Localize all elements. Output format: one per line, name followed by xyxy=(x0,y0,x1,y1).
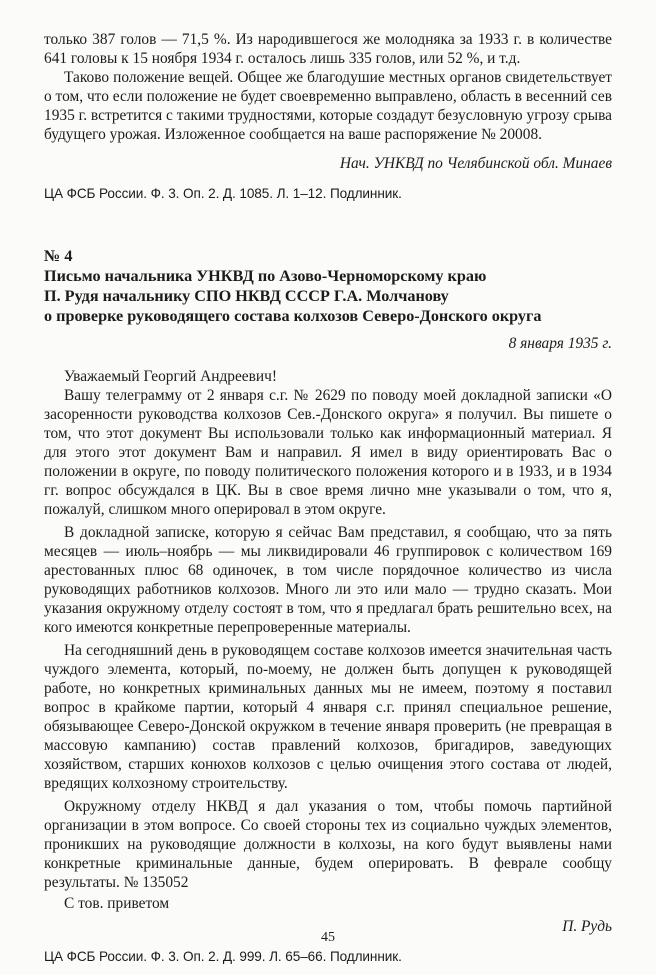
letter-paragraph-3: На сегодняшний день в руководящем составе колхозов имеется значительная часть чуждого элемента, который, по-моему, не должен быть допущен к руководящей работе, но конкретных криминальных данных мы не имеем, поэтому я поставил вопрос в крайкоме партии, который 4 января с.г. принял специальное решение, обязывающее Северо-Донской окружком в течение января проверить (не превращая в массовую кампанию) состав правлений колхозов, бригадиров, заведующих хозяйством, старших конюхов колхозов с целью очищения этого состава от людей, вредящих колхозному строительству. xyxy=(44,642,612,792)
archive-source-2: ЦА ФСБ России. Ф. 3. Оп. 2. Д. 999. Л. 65–66. Подлинник. xyxy=(44,949,402,964)
paragraph-continuation: только 387 голов — 71,5 %. Из народившегося же молодняка за 1933 г. в количестве 641 головы к 15 ноября 1934 г. осталось лишь 335 голов, или 52 %, и т.д. xyxy=(44,31,612,67)
greeting: Уважаемый Георгий Андреевич! xyxy=(64,368,278,385)
letter-paragraph-1: Вашу телеграмму от 2 января с.г. № 2629 по поводу моей докладной записки «О засоренности руководства колхозов Сев.-Донского округа» я получил. Вы пишете о том, что этот документ Вы использовали только как информационный материал. Я для этого этот документ Вам и направил. Я имел в виду ориентировать Вас о положении в округе, по поводу политического положения которого и в 1933, и в 1934 гг. вопрос обсуждался в ЦК. Вы в свое время лично мне указывали о том, что я, пожалуй, слишком много оперировал в этом округе. xyxy=(44,387,612,518)
letter-paragraph-4: Окружному отделу НКВД я дал указания о том, чтобы помочь партийной организации в этом вопросе. Со своей стороны тех из социально чуждых элементов, проникших на руководящие должности в колхозы, на кого будут выявлены нами конкретные криминальные данные, будем оперировать. В феврале сообщу результаты. № 135052 xyxy=(44,798,612,891)
closing-salutation: С тов. приветом xyxy=(64,895,170,912)
signature-rud: П. Рудь xyxy=(562,918,612,935)
document-number: № 4 xyxy=(44,247,73,265)
document-title-line-1: Письмо начальника УНКВД по Азово-Черноморскому краю xyxy=(44,267,487,285)
signature-minaev: Нач. УНКВД по Челябинской обл. Минаев xyxy=(339,155,612,172)
paragraph-conclusion: Таково положение вещей. Общее же благодушие местных органов свидетельствует о том, что если положение не будет своевременно выправлено, область в весенний сев 1935 г. встретится с такими трудностями, которые создадут безусловную угрозу срыва будущего урожая. Изложенное сообщается на ваше распоряжение № 20008. xyxy=(44,69,612,143)
document-date: 8 января 1935 г. xyxy=(508,335,612,352)
page-number: 45 xyxy=(321,930,335,945)
letter-paragraph-2: В докладной записке, которую я сейчас Вам представил, я сообщаю, что за пять месяцев — июль–ноябрь — мы ликвидировали 46 группировок с количеством 169 арестованных плюс 68 одиночек, в том числе порядочное количество из числа руководящих работников колхозов. Много ли это или мало — трудно сказать. Мои указания окружному отделу состоят в том, что я предлагал брать решительно всех, на кого имеются конкретные перепроверенные материалы. xyxy=(44,524,612,636)
archive-source-1: ЦА ФСБ России. Ф. 3. Оп. 2. Д. 1085. Л. 1–12. Подлинник. xyxy=(44,186,402,201)
document-title-line-3: о проверке руководящего состава колхозов Северо-Донского округа xyxy=(44,307,542,325)
document-title-line-2: П. Рудя начальнику СПО НКВД СССР Г.А. Молчанову xyxy=(44,287,449,305)
